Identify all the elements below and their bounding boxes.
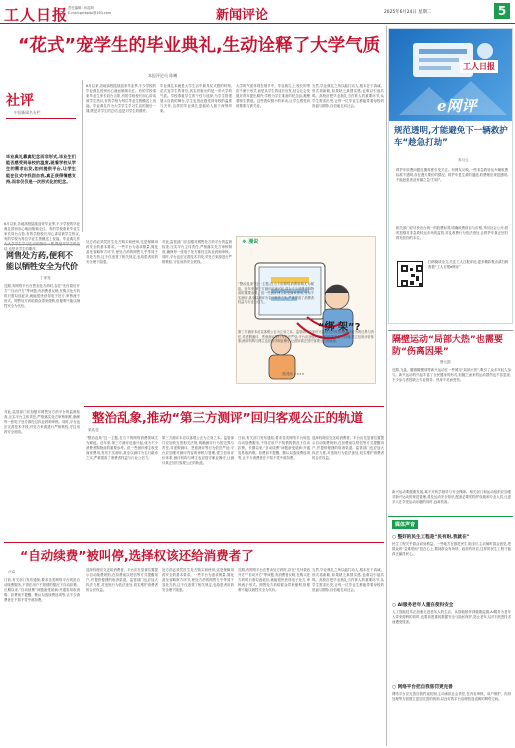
brief-body-1: 民生工程关乎群众切身利益。一些地方在推进民生项目时,主动倾听群众意见,把群众的“急难愁盼”放在心上,做到群众有所呼、政府有所应,这样的民生工程才能真正赢得民心。 xyxy=(392,542,511,556)
cartoon-tag xyxy=(240,238,260,245)
lead-body-3: 大学的气质体现在细节中。毕业典礼上,校长的寄语不流于形式,而是从学生的成长出发,结合社会发展对青年提出期许;学校为学生准备的纪念品,凝聚着师生情谊。这些看似微小的举动,让学生感受到被尊重与被关爱。 xyxy=(236,84,310,108)
leaf-icon: ❖ xyxy=(242,239,247,245)
col4-body-4: 选择权理应交还给消费者。平台应在显著位置提示自动续费规则,在扣费前以短信等方式提醒用户,并提供便捷的取消渠道。监管部门也应加大执法力度,对违规行为依法查处,切实维护消费者的合法权益。 xyxy=(312,436,384,460)
lead-body-5: 6月以来,各地高校陆续迎来毕业季,不少学校的毕业典礼因别出心裁而频频走红。有的学校请来毕业生家长同台合影,有的学校校长用心讲话被学生热议,有的学校为每位毕业生拨穗送上祝福。毕业典礼作 结,也是对学生的期许。 xyxy=(4,222,80,251)
col5-headline: “自动续费”被叫停,选择权该还给消费者了 xyxy=(20,548,254,563)
lead-body-4: 当然,毕业典礼之所以能打动人,根本在于真诚。形式再新颖,如果缺乏真情实感,也难以引起共鸣。高校应把毕业典礼当作育人的重要环节,从学生需求出发,让每一位毕业生都能带着母校的祝福与期待,自信地走向社会。 xyxy=(312,84,384,108)
e-review-brand: e网评 xyxy=(437,97,477,115)
col2-body-2: 处方药必须凭医生处方购买和使用,这是保障用药安全的基本要求。一些平台为追求销量,简化甚至省略审方环节,使处方药的网售几乎等同于非处方药,这不仅违背了相关规定,也给患者用药安全埋下隐患。 xyxy=(86,240,158,264)
brief-body-3: 网络平台应完善自我约束机制,主动承担社会责任,在内容审核、用户保护、纠纷处理等方面建立更加完善的规则,以良好的平台治理营造清朗的网络空间。 xyxy=(392,692,511,701)
col4-author: 梁兆莹 xyxy=(88,428,99,432)
e-review-body: 救护车收费问题近期再度引发关注。有网友反映,一些非急救转运车辆收费标准不透明,存在漫天要价的情况。救护车是生命的通道,收费理应规范透明,不能趁患者及家属之急“打劫”。 xyxy=(396,168,508,182)
e-review-title: 规范透明,才能避免下一辆救护车“趁急打劫” xyxy=(394,126,508,148)
col5-rule xyxy=(4,542,384,543)
column-name: 社评 xyxy=(6,93,34,109)
section-title: 新闻评论 xyxy=(216,8,269,23)
col3-body-2: 新兴运动要健康发展,离不开科学指导与安全保障。相关部门和运动组织应加强对新兴运动的规范管理,普及运动安全知识,配备必要的防护设施和专业人员,让更多人在享受运动乐趣的同时,远离伤害。 xyxy=(392,490,511,504)
email-line: E-mail:grrbplpl@163.com xyxy=(68,10,112,15)
cartoon-tag-label: 漫说 xyxy=(248,239,259,245)
col5-author: 卢卓 xyxy=(8,570,16,574)
lead-byline: 本报评论员 陈曦 xyxy=(148,73,178,78)
col3-rule xyxy=(388,330,513,331)
col4-body-3: 日前,有关部门发布通知,要求各类网络平台规范自动续费服务,不得在用户不知情的情况下自动扣费。长期以来,“自动续费”问题备受诟病:开通容易取消难、扣费前不提醒、默认勾选续费选项等,让不少消费者在不知不觉中被扣费。 xyxy=(238,436,310,460)
e-review-logo: 工人日报 xyxy=(460,60,498,73)
qr-code-icon[interactable] xyxy=(398,262,422,286)
col5-body-3: 处方药必须凭医生处方购买和使用,这是保障用药安全的基本要求。一些平台为追求销量,简化甚至省略审方环节,使处方药的网售几乎等同于非处方药,这不仅违背了相关规定,也给患者用药安全埋下隐患。 xyxy=(162,568,234,592)
e-review-body-2: 相关部门应尽快出台统一的收费标准,明确收费项目与价格,并向社会公开;同时加强对非急救转运市场的监管,对乱收费行为依法查处,让救护车真正回归救死扶伤的本位。 xyxy=(396,226,508,240)
col5-body-2: 选择权理应交还给消费者。平台应在显著位置提示自动续费规则,在扣费前以短信等方式提醒用户,并提供便捷的取消渠道。监管部门也应加大执法力度,对违规行为依法查处,切实维护消费者的合法权益。 xyxy=(86,568,158,592)
col3-body: 近期,飞盘、腰旗橄榄球等新兴运动在一些城市“局部大热”,吸引了众多年轻人参与。新兴运动的兴起丰富了全民健身的形式,但随之而来的运动损伤也不容忽视,不少参与者因缺乏专业指导、热身不足而受伤。 xyxy=(392,368,511,382)
qr-caption: 扫码阅读全文,关注工人日报评论,更多精彩观点请扫码查看“工人日报e网评” xyxy=(428,260,509,269)
e-review-author: 奔月云 xyxy=(458,158,469,162)
brief-item-2: ○ AI服务老年人重在使科安全 xyxy=(392,603,454,608)
col4-body-0: 对此,监管部门应加强对网售处方药平台的监督检查,压实平台主体责任,严格落实处方审核制度,确保每一张电子处方都经过执业药师审核。同时,平台也应完善技术手段,对处方来源进行严格核验,守住用药安全底线。 xyxy=(4,410,80,434)
col2-rule xyxy=(4,244,80,245)
col2-headline: 网售处方药,便利不能以牺牲安全为代价 xyxy=(6,251,78,271)
editor-info xyxy=(68,6,111,15)
cartoon-credit: 图/漫画 ×××× xyxy=(282,372,305,376)
col5-body-4: 近期,有网络平台在售卖处方药时,存在“先付款后开方”“自动开方”等问题,有消费者反映,在购买处方药时只需勾选症状,就能很快获得电子处方,审核流于形式。网售处方药给群众带来便利,但便利不能以牺牲安全为代价。 xyxy=(238,568,310,592)
col3-headline: 隔壁运动“局部大热”也需要防“伤离因果” xyxy=(392,335,503,357)
column-divider xyxy=(6,118,76,119)
brief-body-2: 人工智能技术正加速走进老年人的生活。从智能陪伴到健康监测,AI服务为老年人带来便利的同时,也要高度重视数据安全与隐私保护,防止老年人因不熟悉技术而遭受侵害。 xyxy=(392,610,511,624)
column-lead: 毕业典礼靠真纪念而非形式,毕业生们能否感受到母校的温度,就看学校从学生的需求出发,如何提供平台,让学生能在仪式中找回自我,真正获得情感支持,而非仅仅是一次形式化的纪念。 xyxy=(6,154,76,184)
column-subtitle: 中国新闻名专栏 xyxy=(14,110,41,115)
right-column-rule xyxy=(386,26,387,746)
lead-body-2: 毕业典礼本就是大学生活中最具仪式感的时刻,花式宠学生的背后,其实折射出的是一所大学的气质。学校尊重学生的个性与选择,为学生搭建展示自我的舞台,学生也因此感受到母校的温度与关怀,这样的毕业典礼更能给人留下深刻印象。 xyxy=(160,84,232,113)
brief-item-3: ○ 网络平台把自我惩罚更完善 xyxy=(392,685,453,690)
lead-body-1: 6月以来,各地高校陆续迎来毕业季,不少学校的毕业典礼因别出心裁而频频走红。有的学校请来毕业生家长同台合影,有的学校校长用心讲话被学生热议,有的学校为每位毕业生拨穗送上祝福。毕业典礼作为大学学生学习生活的最后一课,既是对学生的总结,也是对学生的期许。 xyxy=(86,84,156,113)
issue-date: 2025年6月24日 星期二 xyxy=(384,10,432,15)
qr-pattern xyxy=(400,264,424,288)
col2-body-3: 对此,监管部门应加强对网售处方药平台的监督检查,压实平台主体责任,严格落实处方审核制度,确保每一张电子处方都经过执业药师审核。同时,平台也应完善技术手段,对处方来源进行严格核验,守住用药安全底线。 xyxy=(162,240,232,264)
column-rule xyxy=(82,80,83,232)
col2-body-1: 近期,有网络平台在售卖处方药时,存在“先付款后开方”“自动开方”等问题,有消费者反映,在购买处方药时只需勾选症状,就能很快获得电子处方,审核流于形式。网售处方药给群众带来便利,但便利不能以牺牲安全为代价。 xyxy=(4,284,80,308)
cartoon-caption-2: 第三方测评本应以客观公正为立身之本。监管部门应加快完善相关法规,明确测评行为的边界与责任,对虚假测评、恶意测评等行为依法严惩;平台应加强对测评内容的审核与管理,建立信用评价体系;测评机构与博主也应恪守职业操守,让测评真正回归客观公正的轨道。 xyxy=(238,330,374,344)
col3-author: 鲁元鸥 xyxy=(440,360,451,364)
col5-body-5: 当然,毕业典礼之所以能打动人,根本在于真诚。形式再新颖,如果缺乏真情实感,也难以引起共鸣。高校应把毕业典礼当作育人的重要环节,从学生需求出发,让每一位毕业生都能带着母校的祝福与期待,自信地走向社会。 xyxy=(312,568,384,592)
lead-headline: “花式”宠学生的毕业典礼,生动诠释了大学气质 xyxy=(18,36,381,56)
cartoon-caption-1: “整治乱象”这一主题,在当下的网络消费领域尤为紧迫。近年来,第三方测评迅速兴起,成为不少消费者购物前的重要参考。但一些测评博主收受商家费用,发布不实测评,甚至以测评为名行敲诈之实,严重损害了消费者权益与行业公信力。 xyxy=(238,282,314,305)
col4-headline: 整治乱象,推动“第三方测评”回归客观公正的轨道 xyxy=(92,410,364,425)
col5-body-1: 日前,有关部门发布通知,要求各类网络平台规范自动续费服务,不得在用户不知情的情况下自动扣费。长期以来,“自动续费”问题备受诟病:开通容易取消难、扣费前不提醒、默认勾选续费选项等,让不少消费者在不知不觉中被扣费。 xyxy=(4,578,80,602)
newspaper-logo: 工人日报 xyxy=(4,6,69,24)
cartoon-title: “绑 架”? xyxy=(318,322,361,333)
page-number: 5 xyxy=(494,3,510,19)
col2-author: 丁家发 xyxy=(40,276,51,280)
col4-rule xyxy=(84,406,384,407)
col4-body-1: “整治乱象”这一主题,在当下的网络消费领域尤为紧迫。近年来,第三方测评迅速兴起,成为不少消费者购物前的重要参考。但一些测评博主收受商家费用,发布不实测评,甚至以测评为名行敲诈之实,严重损害了消费者权益与行业公信力。 xyxy=(86,436,158,460)
editor-line: 责任编辑: 孙喆妍 xyxy=(68,6,94,10)
col4-body-2: 第三方测评本应以客观公正为立身之本。监管部门应加快完善相关法规,明确测评行为的边界与责任,对虚假测评、恶意测评等行为依法严惩;平台应加强对测评内容的审核与管理,建立信用评价体系;测评机构与博主也应恪守职业操守,让测评真正回归客观公正的轨道。 xyxy=(162,436,234,465)
brief-tag: 媒体声音 xyxy=(392,520,418,529)
brief-rule xyxy=(388,516,513,517)
brief-item-1: ○ 整好的民生工程是“民有盼,我就在” xyxy=(392,535,470,540)
